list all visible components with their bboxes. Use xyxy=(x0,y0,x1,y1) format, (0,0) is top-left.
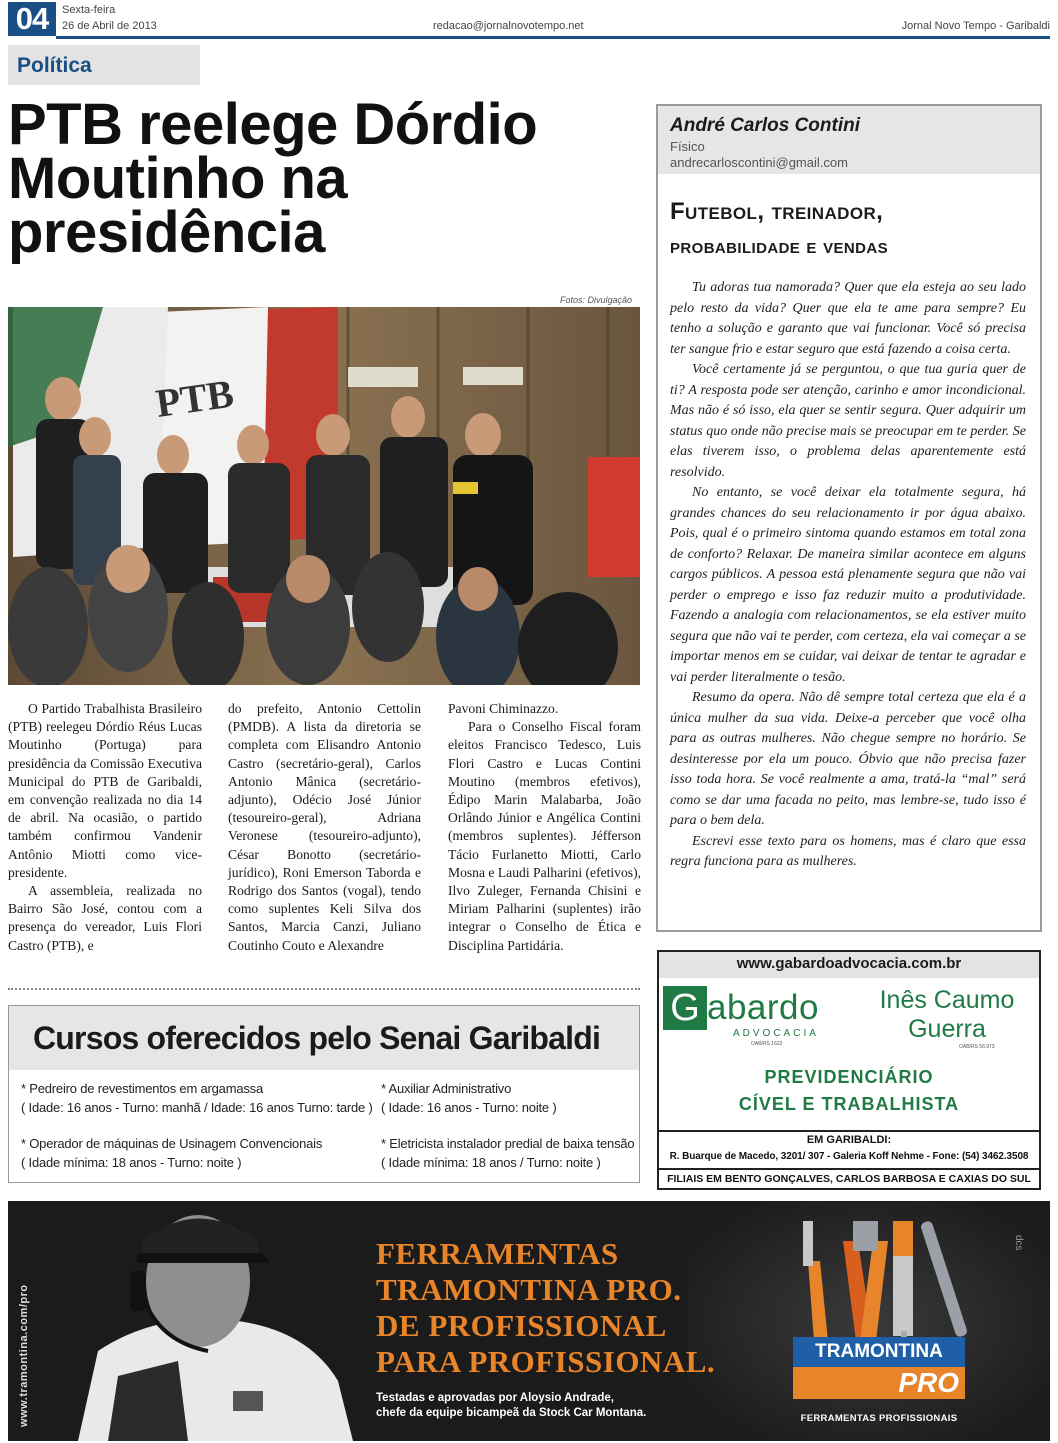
logo-subtitle: ADVOCACIA xyxy=(733,1028,819,1039)
paragraph: No entanto, se você deixar ela totalmente segura, há grandes chances do seu relacionamento ir por água abaixo. Pois, qual é o primeiro sintoma quando estamos em total zona de conforto? Relaxar. De maneira similar acontece em alguns cargos públicos. A pessoa está plenamente segura que não vai perder o emprego e isso faz reduzir muito a produtividade. Fazendo a analogia com relacionamentos, se ela estiver muito segura que não vai te perder, com certeza, ela vai começar a se importar menos em se cuidar, vai deixar de tentar te agradar e vai perder literalmente o tesão. xyxy=(670,485,1026,685)
headline-line: PARA PROFISSIONAL. xyxy=(376,1344,716,1379)
branch-offices: FILIAIS EM BENTO GONÇALVES, CARLOS BARBOSA E CAXIAS DO SUL xyxy=(667,1173,1031,1185)
opinion-title xyxy=(670,194,1030,264)
course-name: * Operador de máquinas de Usinagem Convencionais xyxy=(21,1136,323,1151)
logo-wordmark: abardo xyxy=(707,988,819,1027)
logo-letter: G xyxy=(663,986,707,1030)
practice-area: PREVIDENCIÁRIO xyxy=(764,1067,934,1087)
course-detail: ( Idade: 16 anos - Turno: manhã / Idade: 16 anos Turno: tarde ) xyxy=(21,1100,373,1115)
law-website-link[interactable]: www.gabardoadvocacia.com.br xyxy=(659,952,1039,978)
article-headline: PTB reelege Dórdio Moutinho na presidência xyxy=(8,92,538,265)
article-photo xyxy=(8,307,640,685)
ad-subline xyxy=(376,1391,776,1421)
paragraph: Escrevi esse texto para os homens, mas é claro que essa regra funciona para as mulheres. xyxy=(670,833,1026,869)
practice-areas xyxy=(659,1064,1039,1118)
tramontina-pro-logo xyxy=(793,1337,965,1399)
law-firm-ad[interactable] xyxy=(657,950,1041,1190)
opinion-body xyxy=(670,278,1026,873)
headline-line: DE PROFISSIONAL xyxy=(376,1308,667,1343)
header-paper-name: Jornal Novo Tempo - Garibaldi xyxy=(901,20,1050,32)
paragraph: Você certamente já se perguntou, o que tua guria quer de ti? A resposta pode ser atenção, carinho e amor incondicional. Mas não é só isso, ela quer se sentir segura. Quer adquirir um status quo onde não precise mais se preocupar em te perder. Se elas tiverem isso, o problema delas aparentemente está resolvido. xyxy=(670,362,1026,480)
paragraph: Pavoni Chiminazzo. xyxy=(448,701,559,716)
course-name: * Pedreiro de revestimentos em argamassa xyxy=(21,1081,264,1096)
course-detail: ( Idade: 16 anos - Turno: noite ) xyxy=(381,1100,557,1115)
opinion-title-line: probabilidade e vendas xyxy=(670,235,888,258)
tramontina-url[interactable]: www.tramontina.com/pro xyxy=(18,1284,30,1427)
header-date: 26 de Abril de 2013 xyxy=(62,20,157,32)
section-divider xyxy=(8,988,640,990)
agency-mark: dcs xyxy=(1013,1235,1024,1251)
author-email-link[interactable]: andrecarloscontini@gmail.com xyxy=(670,155,848,170)
office-city: EM GARIBALDI: xyxy=(806,1134,892,1146)
ad-headline xyxy=(376,1236,796,1380)
course-detail: ( Idade mínima: 18 anos / Turno: noite ) xyxy=(381,1155,601,1170)
author-role: Físico xyxy=(670,139,705,154)
partner-name-line: Guerra xyxy=(908,1015,986,1043)
paragraph: Tu adoras tua namorada? Quer que ela esteja ao seu lado pelo resto da vida? Quer que ela te ame para sempre? Eu tenho a solução e garanto que vai funcionar. Você só precisa ter sangue frio e estar seguro que está fazendo a coisa certa. xyxy=(670,280,1026,357)
opinion-column xyxy=(656,104,1042,932)
subline: chefe da equipe bicampeã da Stock Car Montana. xyxy=(376,1407,647,1419)
logo-oab: OAB/RS 1622 xyxy=(751,1041,783,1047)
headline-line: FERRAMENTAS xyxy=(376,1236,619,1271)
headline-line: TRAMONTINA PRO. xyxy=(376,1272,682,1307)
banner-text: PTB xyxy=(152,370,237,426)
course-item xyxy=(381,1134,634,1172)
article-column-1 xyxy=(8,700,202,955)
logo-tagline: FERRAMENTAS PROFISSIONAIS xyxy=(800,1413,958,1424)
office-address: R. Buarque de Macedo, 3201/ 307 - Galeria Koff Nehme - Fone: (54) 3462.3508 xyxy=(669,1151,1029,1162)
partner-name xyxy=(863,986,1031,1044)
article-column-3 xyxy=(448,700,641,955)
header-rule xyxy=(56,36,1050,39)
paragraph: do prefeito, Antonio Cettolin (PMDB). A lista da diretoria se completa com Elisandro Antonio Castro (secretário-geral), Carlos Antonio Mânica (secretário-adjunto), Odécio José Júnior (tesoureiro-geral), Adriana Veronese (tesoureiro-adjunto), César Bonotto (secretário-jurídico), Roni Emerson Taborda e Rodrigo dos Santos (vogal), tendo como suplentes Keli Silva dos Santos, Marcia Canzi, Juliano Coutinho Couto e Alexandre xyxy=(228,701,421,953)
header-email-link[interactable]: redacao@jornalnovotempo.net xyxy=(433,20,584,32)
author-header xyxy=(658,106,1040,174)
tramontina-ad[interactable] xyxy=(8,1201,1050,1441)
course-name: * Eletricista instalador predial de baixa tensão xyxy=(381,1136,635,1151)
paragraph: O Partido Trabalhista Brasileiro (PTB) reelegeu Dórdio Réus Lucas Moutinho (Portuga) para presidência da Comissão Executiva Municipal do PTB de Garibaldi, em convenção realizada no dia 14 de abril. Na ocasião, o partido também confirmou Vandenir Antônio Miotti como vice-presidente. xyxy=(8,701,202,880)
course-item xyxy=(21,1134,322,1172)
section-label: Política xyxy=(8,45,200,85)
partner-name-line: Inês Caumo xyxy=(879,986,1015,1014)
logo-brand: TRAMONTINA xyxy=(793,1337,965,1367)
page-header xyxy=(8,0,1050,40)
courses-title: Cursos oferecidos pelo Senai Garibaldi xyxy=(9,1006,639,1070)
author-name: André Carlos Contini xyxy=(670,115,861,136)
divider xyxy=(659,1130,1039,1132)
photo-illustration xyxy=(8,307,640,685)
logo-pro: PRO xyxy=(793,1367,965,1399)
partner-oab: OAB/RS 56.973 xyxy=(959,1044,995,1050)
paragraph: Resumo da opera. Não dê sempre total certeza que ela é a única mulher da sua vida. Deixe-a perceber que você olha para as outras mulheres. Não chegue sempre no horário. Se desinteresse por ela um pouco. Óbvio que não precisa fazer isso toda hora. Se você realmente a ama, tratá-la “mal” será como se dar uma facada no peito, mas lembre-se, tudo isso é para o bem dela. xyxy=(670,690,1026,828)
subline: Testadas e aprovadas por Aloysio Andrade, xyxy=(376,1392,614,1404)
gabardo-logo xyxy=(663,986,843,1047)
paragraph: Para o Conselho Fiscal foram eleitos Francisco Tedesco, Luis Flori Castro e Lucas Contini Moutino (membros efetivos), Édipo Marin Malabarba, João Orlândo Júnior e Angélica Contini (membros suplentes). Jéfferson Tácio Furlanetto Miotti, Carlo Mosna e Laudi Palharini (efetivos), Ilvo Zuleger, Fernanda Chisini e Miriam Palharini (suplentes) irão integrar o Conselho de Ética e Disciplina Partidária. xyxy=(448,719,641,953)
course-detail: ( Idade mínima: 18 anos - Turno: noite ) xyxy=(21,1155,242,1170)
opinion-title-line: Futebol, treinador, xyxy=(670,198,884,225)
page-number: 04 xyxy=(8,2,56,36)
divider xyxy=(659,1168,1039,1170)
photo-credit: Fotos: Divulgação xyxy=(560,295,633,305)
header-weekday: Sexta-feira xyxy=(62,4,116,16)
course-item xyxy=(381,1079,557,1117)
article-column-2 xyxy=(228,700,421,955)
courses-box xyxy=(8,1005,640,1183)
course-item xyxy=(21,1079,373,1117)
course-name: * Auxiliar Administrativo xyxy=(381,1081,512,1096)
practice-area: CÍVEL E TRABALHISTA xyxy=(738,1094,960,1114)
paragraph: A assembleia, realizada no Bairro São José, contou com a presença do vereador, Luis Flori Castro (PTB), e xyxy=(8,883,202,953)
